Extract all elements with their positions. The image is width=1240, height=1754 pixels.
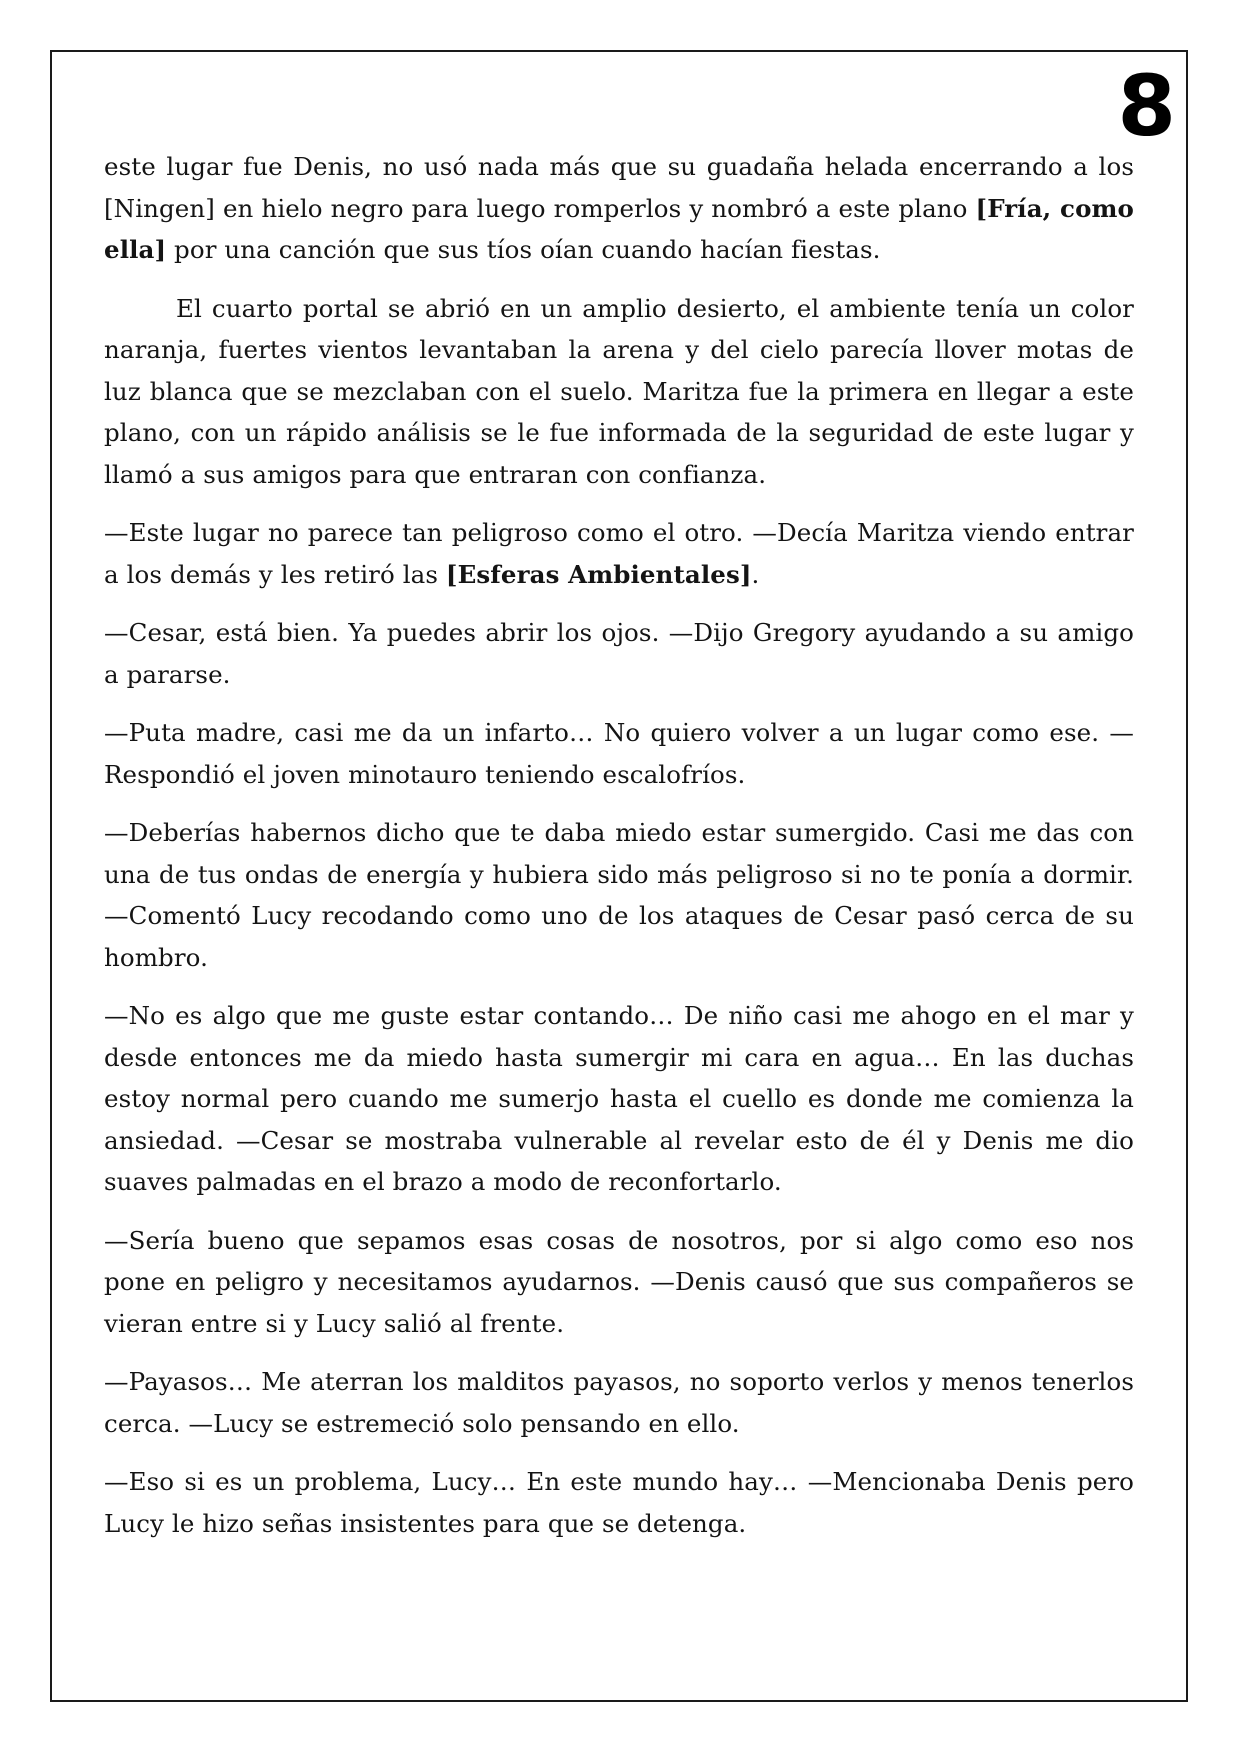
paragraph bbox=[104, 1220, 1134, 1345]
text-segment: —Deberías habernos dicho que te daba miedo estar sumergido. Casi me das con una de tus ondas de energía y hubiera sido más peligroso si no te ponía a dormir. —Comentó Lucy recodando como uno de los ataques de Cesar pasó cerca de su hombro. bbox=[104, 818, 1134, 972]
text-segment: —Este lugar no parece tan peligroso como el otro. —Decía Maritza viendo entrar a los demás y les retiró las bbox=[104, 518, 1134, 589]
text-segment: —Puta madre, casi me da un infarto… No quiero volver a un lugar como ese. —Respondió el joven minotauro teniendo escalofríos. bbox=[104, 718, 1134, 789]
paragraph bbox=[104, 812, 1134, 978]
paragraph bbox=[104, 995, 1134, 1203]
paragraph bbox=[104, 712, 1134, 795]
text-segment: . bbox=[751, 559, 760, 589]
text-segment: El cuarto portal se abrió en un amplio desierto, el ambiente tenía un color naranja, fuertes vientos levantaban la arena y del cielo parecía llover motas de luz blanca que se mezclaban con el suelo. Maritza fue la primera en llegar a este plano, con un rápido análisis se le fue informada de la seguridad de este lugar y llamó a sus amigos para que entraran con confianza. bbox=[104, 293, 1134, 489]
paragraph bbox=[104, 512, 1134, 595]
text-segment: este lugar fue Denis, no usó nada más que su guadaña helada encerrando a los [Ningen] en hielo negro para luego romperlos y nombró a este plano bbox=[104, 152, 1134, 223]
paragraph bbox=[104, 612, 1134, 695]
text-segment: —Eso si es un problema, Lucy… En este mundo hay… —Mencionaba Denis pero Lucy le hizo señas insistentes para que se detenga. bbox=[104, 1467, 1134, 1538]
text-segment: por una canción que sus tíos oían cuando hacían fiestas. bbox=[166, 235, 881, 264]
paragraph bbox=[104, 1361, 1134, 1444]
document-body bbox=[104, 146, 1134, 1561]
bold-term: [Esferas Ambientales] bbox=[445, 559, 752, 589]
page-number: 8 bbox=[1117, 57, 1176, 155]
paragraph bbox=[104, 146, 1134, 271]
text-segment: —Payasos… Me aterran los malditos payasos, no soporto verlos y menos tenerlos cerca. —Lucy se estremeció solo pensando en ello. bbox=[104, 1367, 1134, 1438]
text-segment: —Cesar, está bien. Ya puedes abrir los ojos. —Dijo Gregory ayudando a su amigo a pararse. bbox=[104, 618, 1134, 689]
bold-term: [Fría, como ella] bbox=[104, 193, 1134, 264]
paragraph bbox=[104, 1461, 1134, 1544]
text-segment: —Sería bueno que sepamos esas cosas de nosotros, por si algo como eso nos pone en peligro y necesitamos ayudarnos. —Denis causó que sus compañeros se vieran entre si y Lucy salió al frente. bbox=[104, 1225, 1134, 1338]
paragraph bbox=[104, 288, 1134, 496]
text-segment: —No es algo que me guste estar contando… De niño casi me ahogo en el mar y desde entonces me da miedo hasta sumergir mi cara en agua… En las duchas estoy normal pero cuando me sumerjo hasta el cuello es donde me comienza la ansiedad. —Cesar se mostraba vulnerable al revelar esto de él y Denis me dio suaves palmadas en el brazo a modo de reconfortarlo. bbox=[104, 1001, 1134, 1196]
